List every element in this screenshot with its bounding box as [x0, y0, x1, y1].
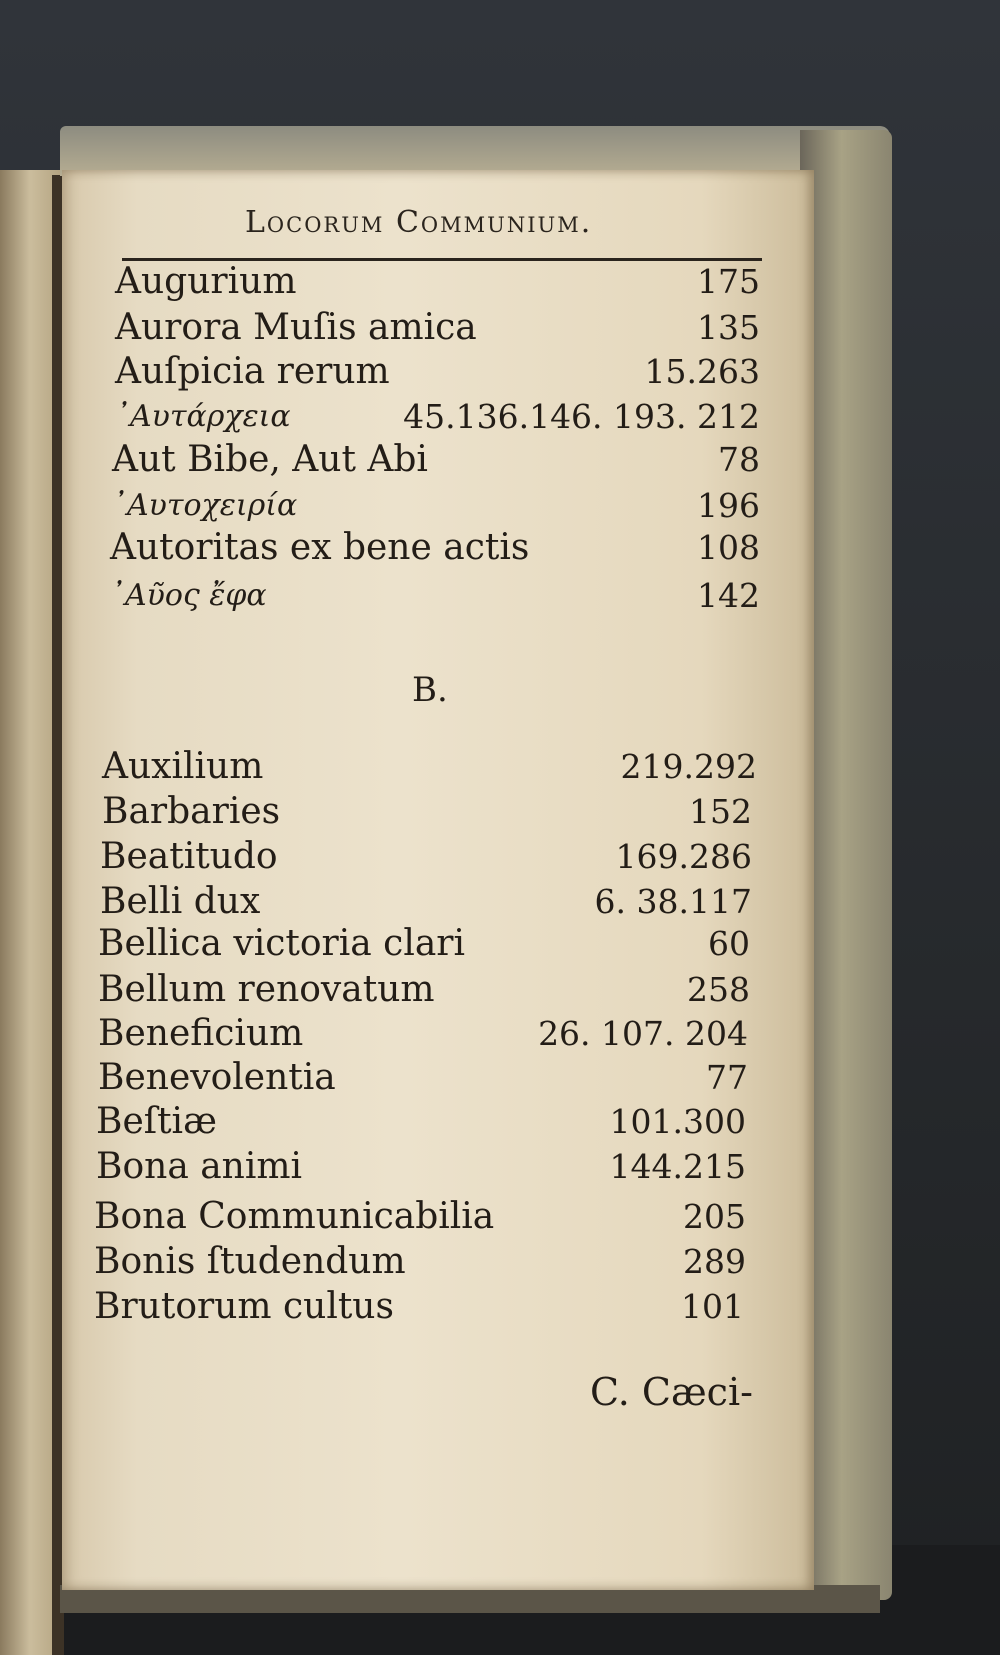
entry-term: Barbaries — [102, 791, 281, 832]
entry-pages: 101 — [681, 1287, 744, 1326]
entry-term: ᾿Αυτοχειρία — [112, 488, 298, 523]
index-entry — [112, 438, 760, 482]
entry-pages: 6. 38.117 — [594, 882, 752, 921]
index-entry — [96, 1100, 746, 1144]
entry-term: ᾿Αυ̃ος ἔφα — [110, 578, 267, 613]
entry-pages: 142 — [697, 576, 760, 615]
entry-pages: 205 — [683, 1197, 746, 1236]
entry-pages: 175 — [697, 262, 760, 301]
entry-pages: 77 — [706, 1058, 748, 1097]
entry-term: Auſpicia rerum — [115, 351, 390, 392]
index-entry — [94, 1195, 746, 1239]
entry-pages: 144.215 — [609, 1147, 746, 1186]
entry-pages: 289 — [683, 1242, 746, 1281]
entry-term: Aut Bibe, Aut Abi — [112, 439, 428, 480]
index-entry — [96, 1145, 746, 1189]
entry-pages: 60 — [708, 924, 750, 963]
index-entry — [94, 1285, 744, 1329]
entry-term: Auxilium — [102, 746, 264, 787]
entry-term: Bellica victoria clari — [98, 923, 466, 964]
entry-pages: 15.263 — [644, 352, 760, 391]
entry-term: Bonis ſtudendum — [94, 1241, 406, 1282]
entry-term: Bona animi — [96, 1146, 303, 1187]
index-entry — [100, 835, 752, 879]
entry-pages: 135 — [697, 308, 760, 347]
entry-term: Bona Communicabilia — [94, 1196, 495, 1237]
entry-term: Beneficium — [98, 1013, 304, 1054]
index-entry — [98, 1012, 748, 1056]
entry-term: Aurora Muſis amica — [115, 307, 477, 348]
entry-pages: 78 — [718, 440, 760, 479]
index-entry — [112, 484, 760, 528]
index-entry — [115, 350, 760, 394]
entry-term: Belli dux — [100, 881, 261, 922]
index-entry — [100, 880, 752, 924]
entry-term: Bellum renovatum — [98, 969, 435, 1010]
entry-pages: 169.286 — [615, 837, 752, 876]
index-entry — [115, 306, 760, 350]
index-entry — [110, 574, 760, 618]
entry-pages: 196 — [697, 486, 760, 525]
entry-pages: 26. 107. 204 — [538, 1014, 748, 1053]
entry-pages: 108 — [697, 528, 760, 567]
index-entry — [115, 260, 760, 304]
running-head: Locorum Communium. — [245, 205, 593, 240]
index-entry — [102, 745, 757, 789]
entry-term: Benevolentia — [98, 1057, 336, 1098]
entry-term: Beſtiæ — [96, 1101, 217, 1142]
catchword: C. Cæci- — [590, 1370, 753, 1414]
index-entry — [102, 790, 752, 834]
entry-pages: 258 — [687, 970, 750, 1009]
index-entry — [94, 1240, 746, 1284]
entry-term: Augurium — [115, 261, 297, 302]
entry-pages: 101.300 — [609, 1102, 746, 1141]
entry-term: Beatitudo — [100, 836, 278, 877]
entry-pages: 219.292 — [620, 747, 757, 786]
index-entry — [115, 395, 760, 439]
section-letter-b: B. — [412, 670, 448, 710]
entry-term: Brutorum cultus — [94, 1286, 394, 1327]
entry-term: Autoritas ex bene actis — [110, 527, 530, 568]
entry-term: ᾿Αυτάρχεια — [115, 399, 291, 434]
index-entry — [110, 526, 760, 570]
entry-pages: 45.136.146. 193. 212 — [403, 397, 760, 436]
index-entry — [98, 922, 750, 966]
index-entry — [98, 968, 750, 1012]
index-entry — [98, 1056, 748, 1100]
entry-pages: 152 — [689, 792, 752, 831]
